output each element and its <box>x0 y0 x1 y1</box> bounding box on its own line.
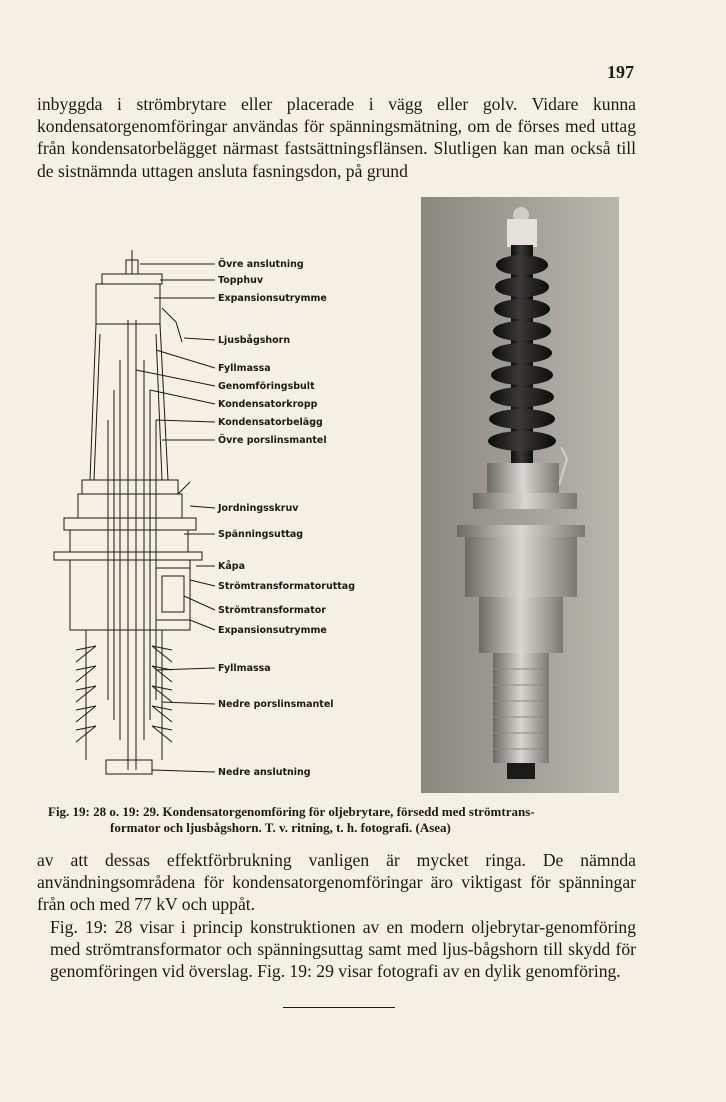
end-rule <box>283 1007 395 1008</box>
label-ovre-porslinsmantel: Övre porslinsmantel <box>218 435 327 446</box>
page-number: 197 <box>607 62 634 82</box>
label-spanningsuttag: Spänningsuttag <box>218 529 304 540</box>
label-fyllmassa-lower: Fyllmassa <box>218 663 271 674</box>
label-topphuv: Topphuv <box>218 275 264 286</box>
label-fyllmassa-upper: Fyllmassa <box>218 363 271 374</box>
label-stromtransformator: Strömtransformator <box>218 605 326 616</box>
label-expansionsutrymme-upper: Expansionsutrymme <box>218 293 327 304</box>
bottom-paragraph-2: Fig. 19: 28 visar i princip konstruktionen av en modern oljebrytar-genomföring med strömtransformator och spänningsuttag samt med ljus-bågshorn till skydd för genomföringen vid överslag. Fig. 19: 29 visar fotografi av en dylik genomföring. <box>50 916 636 982</box>
figure-caption <box>48 804 638 836</box>
bottom-paragraph-1: av att dessas effektförbrukning vanligen är mycket ringa. De nämnda användningsområdena för kondensatorgenomföringar äro viktigast för spänningar från och med 77 kV och uppåt. <box>37 850 636 915</box>
label-stromtransformatoruttag: Strömtransformatoruttag <box>218 581 356 592</box>
label-genomforingsbult: Genomföringsbult <box>218 381 315 392</box>
caption-line-2: formator och ljusbågshorn. T. v. ritning, t. h. fotografi. (Asea) <box>110 820 451 835</box>
technical-drawing <box>50 250 410 790</box>
label-nedre-anslutning: Nedre anslutning <box>218 767 311 778</box>
bushing-photograph <box>421 197 619 793</box>
label-ovre-anslutning: Övre anslutning <box>218 259 304 270</box>
label-ljusbagshorn: Ljusbågshorn <box>218 335 291 346</box>
label-kondensatorkropp: Kondensatorkropp <box>218 399 318 410</box>
label-expansionsutrymme-lower: Expansionsutrymme <box>218 625 327 636</box>
label-kondensatorbelagg: Kondensatorbelägg <box>218 417 323 428</box>
caption-line-1: Fig. 19: 28 o. 19: 29. Kondensatorgenomföring för oljebrytare, försedd med strömtrans- <box>48 804 535 819</box>
label-jordningsskruv: Jordningsskruv <box>218 503 299 514</box>
bottom-text <box>37 849 636 982</box>
label-kapa: Kåpa <box>218 561 245 572</box>
top-paragraph: inbyggda i strömbrytare eller placerade i vägg eller golv. Vidare kunna kondensatorgenomföringar användas för spänningsmätning, om de förses med uttag från kondensatorbelägget närmast fastsättningsflänsen. Slutligen kan man också till de sistnämnda uttagen ansluta fasningsdon, på grund <box>37 94 636 181</box>
label-nedre-porslinsmantel: Nedre porslinsmantel <box>218 699 334 710</box>
